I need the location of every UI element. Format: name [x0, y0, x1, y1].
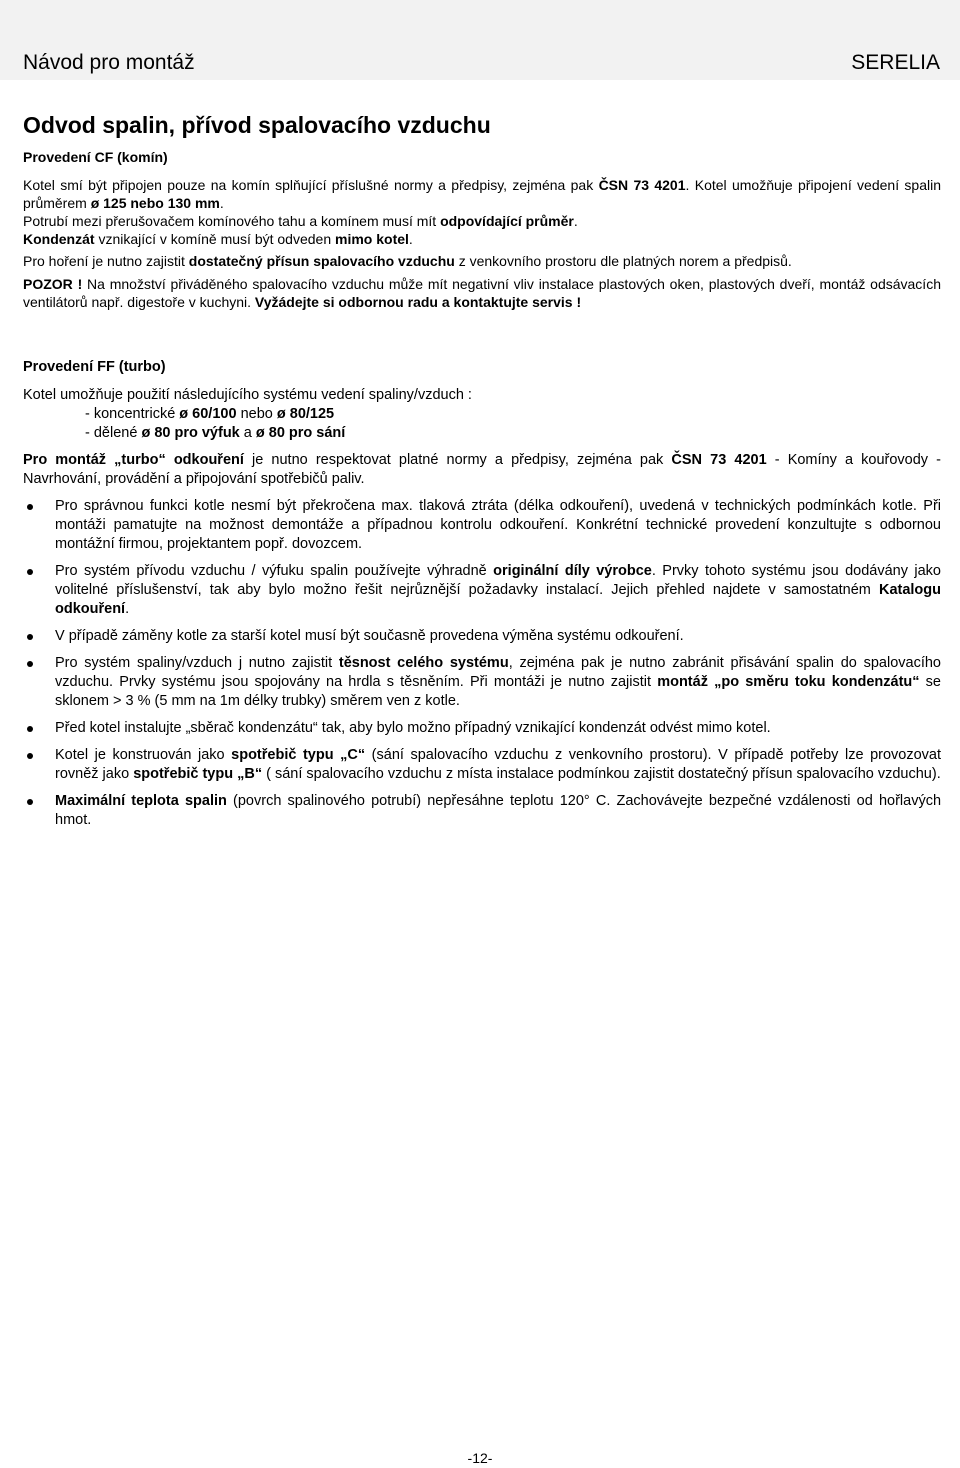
- page-title: Odvod spalin, přívod spalovacího vzduchu: [23, 112, 491, 138]
- bullet-icon: [27, 569, 33, 575]
- list-item: Kotel je konstruován jako spotřebič typu „C“ (sání spalovacího vzduchu z venkovního prostoru). V případě potřeby lze provozovat rovněž jako spotřebič typu „B“ ( sání spalovacího vzduchu z místa instalace podmínkou zajistit dostatečný přísun spalovacího vzduchu).: [23, 746, 941, 784]
- header-manual-title: Návod pro montáž: [23, 51, 195, 74]
- list-item: V případě záměny kotle za starší kotel musí být současně provedena výměna systému odkouření.: [23, 627, 941, 646]
- page-number: -12-: [467, 1450, 493, 1466]
- bullet-icon: [27, 753, 33, 759]
- header-product-name: SERELIA: [851, 51, 940, 74]
- list-item: Pro systém spaliny/vzduch j nutno zajistit těsnost celého systému, zejména pak je nutno zabránit přisávání spalin do spalovacího vzduchu. Prvky systému jsou spojovány na hrdla s těsněním. Při montáži je nutno zajistit montáž „po směru toku kondenzátu“ se sklonem > 3 % (5 mm na 1m délky trubky) směrem ven z kotle.: [23, 654, 941, 711]
- ff-intro: Kotel umožňuje použití následujícího systému vedení spaliny/vzduch :: [23, 387, 472, 403]
- cf-paragraph-1: Kotel smí být připojen pouze na komín splňující příslušné normy a předpisy, zejména pak ČSN 73 4201. Kotel umožňuje připojení vedení spalin průměrem ø 125 nebo 130 mm.: [23, 177, 941, 211]
- ff-installation-note: Pro montáž „turbo“ odkouření je nutno respektovat platné normy a předpisy, zejména pak ČSN 73 4201 - Komíny a kouřovody - Navrhování, provádění a připojování spotřebičů paliv.: [23, 452, 941, 487]
- ff-heading: Provedení FF (turbo): [23, 359, 166, 375]
- bullet-icon: [27, 799, 33, 805]
- section-cf: [23, 110, 941, 311]
- bullet-icon: [27, 504, 33, 510]
- bullet-icon: [27, 661, 33, 667]
- cf-paragraph-4: Pro hoření je nutno zajistit dostatečný přísun spalovacího vzduchu z venkovního prostoru dle platných norem a předpisů.: [23, 253, 792, 269]
- ff-option-split: - dělené ø 80 pro výfuk a ø 80 pro sání: [85, 425, 346, 441]
- ff-option-concentric: - koncentrické ø 60/100 nebo ø 80/125: [85, 406, 335, 422]
- cf-paragraph-2: Potrubí mezi přerušovačem komínového tahu a komínem musí mít odpovídající průměr.: [23, 213, 578, 229]
- cf-paragraph-3: Kondenzát vznikající v komíně musí být odveden mimo kotel.: [23, 231, 413, 247]
- bullet-icon: [27, 634, 33, 640]
- section-ff: [23, 358, 941, 830]
- ff-bullet-list: [23, 497, 941, 830]
- cf-warning: POZOR ! Na množství přiváděného spalovacího vzduchu může mít negativní vliv instalace plastových oken, plastových dveří, montáž odsávacích ventilátorů např. digestoře v kuchyni. Vyžádejte si odbornou radu a kontaktujte servis !: [23, 276, 941, 310]
- list-item: Pro správnou funkci kotle nesmí být překročena max. tlaková ztráta (délka odkouření), uvedená v technických podmínkách kotle. Při montáži pamatujte na možnost demontáže a případnou kontrolu odkouření. Konkrétní technické provedení konzultujte s odbornou montážní firmou, projektantem popř. dovozcem.: [23, 497, 941, 554]
- page-header: [0, 0, 960, 80]
- list-item: Maximální teplota spalin (povrch spalinového potrubí) nepřesáhne teplotu 120° C. Zachovávejte bezpečné vzdálenosti od hořlavých hmot.: [23, 792, 941, 830]
- cf-heading: Provedení CF (komín): [23, 149, 168, 165]
- list-item: Před kotel instalujte „sběrač kondenzátu“ tak, aby bylo možno případný vznikající kondenzát odvést mimo kotel.: [23, 719, 941, 738]
- list-item: Pro systém přívodu vzduchu / výfuku spalin používejte výhradně originální díly výrobce. Prvky tohoto systému jsou dodávány jako volitelné příslušenství, tak aby bylo možno řešit nejrůznější požadavky instalací. Jejich přehled najdete v samostatném Katalogu odkouření.: [23, 562, 941, 619]
- bullet-icon: [27, 726, 33, 732]
